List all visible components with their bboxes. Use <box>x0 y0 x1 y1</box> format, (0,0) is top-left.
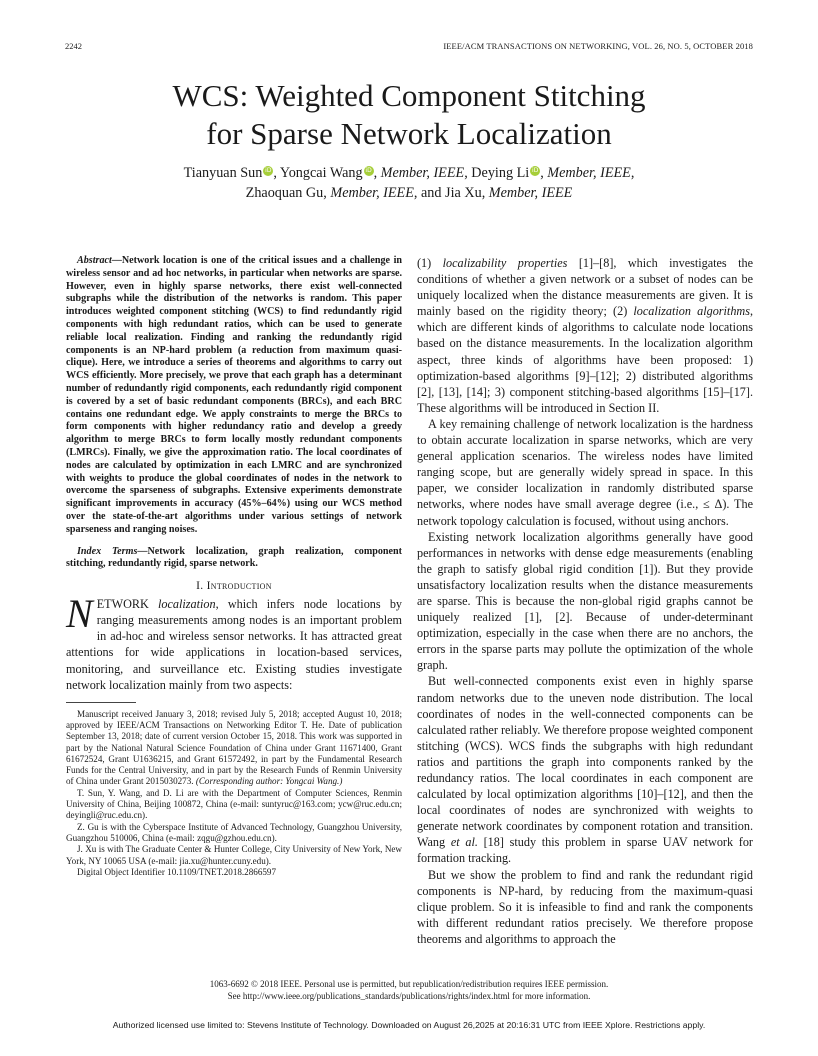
body-paragraph: Existing network localization algorithms generally have good performances in networks with dense edge measurements (enabling the graph to satisfy global rigid condition [1]). But they provide unsatisfactory localization results when the distance measurements are sparse. This is because the non-global rigid graphs cannot be uniquely realized [1], [2]. Because of under-determinant optimization, especially in the case when there are no anchors, the errors in the sparse parts may pollute the optimization of the whole graph. <box>417 529 753 673</box>
author-name: Deying Li <box>471 165 530 181</box>
author-name: Zhaoquan Gu <box>245 185 324 201</box>
body-paragraph <box>417 255 753 416</box>
body-text: (1) <box>417 256 443 270</box>
body-text: But well-connected components exist even in highly sparse random networks due to the uneven node distribution. The local coordinates of nodes in the well-connected components can be calculated rather reliably. We therefore propose weighted component stitching (WCS). WCS finds the subgraphs with high redundant ratios and partitions the graph into components ranked by the redundancy ratios. The local coordinates in each component are calculated by local optimization algorithms [10]–[12], and then the local coordinates of nodes are synchronized with weights to generate network coordinates by component rotation and transition. Wang <box>417 674 753 850</box>
body-paragraph: A key remaining challenge of network localization is the hardness to obtain accurate localization in sparse networks, which are very general application scenarios. The wireless nodes have limited ranging scope, but are generally widely spread in space. In this paper, we consider localization in randomly distributed sparse networks, where nodes have small average degree (i.e., ≤ Δ). The network topology calculation is focused, without using anchors. <box>417 416 753 528</box>
body-paragraph: But we show the problem to find and rank the redundant rigid components is NP-hard, by reducing from the maximum-quasi clique problem. So it is infeasible to find and rank the components with different redundant ratios precisely. We therefore propose theorems and algorithms to approach the <box>417 867 753 946</box>
footnote-affiliation-3: J. Xu is with The Graduate Center & Hunter College, City University of New York, New York, NY 10065 USA (e-mail: jia.xu@hunter.cuny.edu). <box>66 844 402 866</box>
orcid-icon[interactable]: iD <box>532 167 539 174</box>
left-column <box>66 255 402 878</box>
copyright-notice <box>0 978 818 1002</box>
page-number: 2242 <box>65 41 82 51</box>
paper-title <box>0 77 818 153</box>
body-text: [1]–[8], which investigates the conditions of whether a given network or a subset of nodes can be uniquely localized when the distance measurements are given. It is mainly based on the rigidity theory; (2) <box>417 256 753 319</box>
drop-cap: N <box>66 591 93 637</box>
body-text-italic: localizability properties <box>442 256 568 270</box>
body-text-italic: et al. <box>450 835 478 850</box>
running-header: IEEE/ACM TRANSACTIONS ON NETWORKING, VOL. 26, NO. 5, OCTOBER 2018 <box>443 41 753 51</box>
license-footer: Authorized licensed use limited to: Stevens Institute of Technology. Downloaded on August 26,2025 at 20:16:31 UTC from IEEE Xplore. Restrictions apply. <box>112 1020 706 1030</box>
footnote-manuscript <box>66 709 402 788</box>
abstract: Abstract—Network location is one of the critical issues and a challenge in wireless sensor and ad hoc networks, in particular when networks are sparse. However, even in highly sparse networks, there exist well-connected subgraphs while the distribution of the networks is random. This paper introduces weighted component stitching (WCS) to find redundantly rigid components with high redundant ratios, which can be used to generate reliable local realization. Finding and ranking the redundantly rigid components is an NP-hard problem (a reduction from maximum quasi-clique). Here, we introduce a series of theorems and algorithms to carry out WCS efficiently. More precisely, we prove that each graph has a determinant number of redundantly rigid components, each redundantly rigid component is covered by a set of basic redundant components (BRCs), and each BRC contains one redundant edge. We apply constraints to merge the BRCs to form components with higher redundancy ratio and develop a greedy algorithm to merge BRCs to form locally mostly redundant components (LMRCs). Finally, we give the approximation ratio. The local coordinates of nodes are calculated by optimization in each LMRC and are synchronized with weights to produce the global coordinates of nodes in the network to overcome the sparseness of subgraphs. Extensive experiments demonstrate significant improvements in accuracy (45%–64%) using our WCS method over the state-of-the-art algorithms under various settings of network sparseness and ranging noises. <box>66 255 402 535</box>
intro-lead-italic: localization <box>158 597 216 612</box>
right-column <box>417 255 753 947</box>
index-terms-text: Network localization, graph realization, component stitching, redundantly rigid, sparse network. <box>66 545 402 570</box>
author-name: Yongcai Wang <box>279 165 363 181</box>
author-role: Member, IEEE <box>330 185 414 201</box>
body-paragraph <box>417 673 753 866</box>
footnote-divider <box>66 702 136 703</box>
author-line-1: Tianyuan Sun iD , Yongcai Wang iD , Member, IEEE, Deying Li iD , Member, IEEE, <box>183 165 635 181</box>
footnote-affiliation-2: Z. Gu is with the Cyberspace Institute of Advanced Technology, Guangzhou University, Guangzhou 510006, China (e-mail: zqgu@gzhou.edu.cn). <box>66 821 402 843</box>
body-text-italic: localization algorithms <box>633 304 750 319</box>
footnote-affiliation-1: T. Sun, Y. Wang, and D. Li are with the Department of Computer Sciences, Renmin University of China, Beijing 100872, China (e-mail: suntyruc@163.com; ycw@ruc.edu.cn; deyingli@ruc.edu.cn). <box>66 787 402 821</box>
footnote-doi: Digital Object Identifier 10.1109/TNET.2018.2866597 <box>77 866 277 877</box>
intro-text: , which infers node locations by ranging measurements among nodes is an important problem in ad-hoc and wireless sensor networks. It has attracted great attentions for wide applications in location-based services, monitoring, and surveillance etc. Existing studies investigate network localization mainly from two aspects: <box>66 597 403 692</box>
author-role: Member, IEEE <box>488 185 573 201</box>
orcid-icon[interactable]: iD <box>265 167 272 174</box>
intro-paragraph <box>66 591 403 693</box>
author-role: Member, IEEE <box>547 165 631 181</box>
orcid-icon[interactable]: iD <box>365 167 372 174</box>
author-list <box>0 163 818 203</box>
author-name: Jia Xu <box>445 185 482 201</box>
title-line-2: for Sparse Network Localization <box>206 116 612 151</box>
title-line-1: WCS: Weighted Component Stitching <box>172 78 646 113</box>
footnote-manuscript-text: Manuscript received January 3, 2018; revised July 5, 2018; accepted August 10, 2018; approved by IEEE/ACM Transactions on Networking Editor T. He. Date of publication September 13, 2018; date of current version October 15, 2018. This work was supported in part by the National Natural Science Foundation of China under Grant 11671400, Grant 61672524, Grant U1636215, and Grant 61572492, in part by the Fundamental Research Funds for the Central University, and in part by the Research Funds of Renmin University of China under Grant 2015030273. <box>66 708 402 787</box>
copyright-line-2: See http://www.ieee.org/publications_standards/publications/rights/index.html for more information. <box>227 991 591 1001</box>
corresponding-author: (Corresponding author: Yongcai Wang.) <box>195 776 343 787</box>
abstract-text: Network location is one of the critical issues and a challenge in wireless sensor and ad hoc networks, in particular when networks are sparse. However, even in highly sparse networks, there exist well-connected subgraphs while the distribution of the networks is random. This paper introduces weighted component stitching (WCS) to find redundantly rigid components with high redundant ratios, which can be used to generate reliable local realization. Finding and ranking the redundantly rigid components is an NP-hard problem (a reduction from maximum quasi-clique). Here, we introduce a series of theorems and algorithms to carry out WCS efficiently. More precisely, we prove that each graph has a determinant number of redundantly rigid components, each redundantly rigid component is covered by a set of basic redundant components (BRCs), and each BRC contains one redundant edge. We apply constraints to merge the BRCs to form components with higher redundancy ratio and develop a greedy algorithm to merge BRCs to form locally mostly redundant components (LMRCs). Finally, we give the approximation ratio. The local coordinates of nodes are calculated by optimization in each LMRC and are synchronized with weights to produce the global coordinates of nodes in the network to overcome the sparseness of subgraphs. Extensive experiments demonstrate significant improvements in accuracy (45%–64%) using our WCS method over the state-of-the-art algorithms under various settings of network sparseness and ranging noises. <box>66 255 402 535</box>
author-name: Tianyuan Sun <box>183 165 263 181</box>
body-text: , which are different kinds of algorithms to calculate node locations based on the distance measurements. In the localization algorithm aspect, three kinds of algorithms have been proposed: 1) optimization-based algorithms [9]–[12]; 2) distributed algorithms [2], [13], [14]; 3) component stitching-based algorithms [15]–[17]. These algorithms will be introduced in Section II. <box>417 304 754 415</box>
index-terms: Index Terms—Network localization, graph realization, component stitching, redundantly rigid, sparse network. <box>66 545 402 570</box>
section-heading: I. Introduction <box>196 580 272 593</box>
author-line-2: Zhaoquan Gu, Member, IEEE, and Jia Xu, Member, IEEE <box>245 185 573 201</box>
copyright-line-1: 1063-6692 © 2018 IEEE. Personal use is permitted, but republication/redistribution requires IEEE permission. <box>209 979 609 989</box>
author-role: Member, IEEE <box>380 165 465 181</box>
abstract-label: Abstract <box>77 255 112 266</box>
index-terms-label: Index Terms <box>77 545 138 557</box>
intro-lead: ETWORK <box>96 597 159 612</box>
body-text: [18] study this problem in sparse UAV network for formation tracking. <box>417 835 753 866</box>
